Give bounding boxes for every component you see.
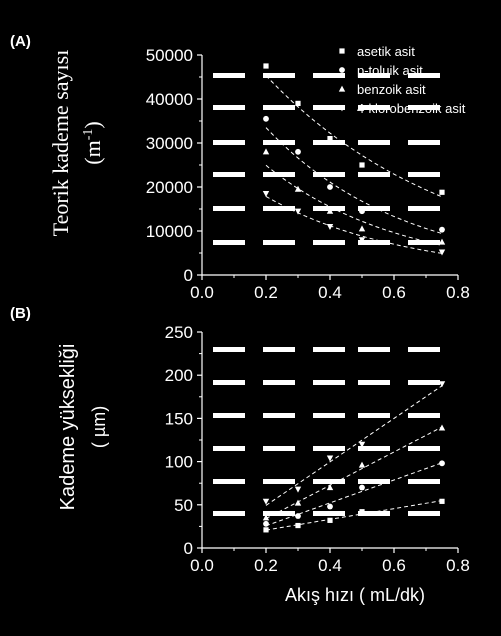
pB-band-dash (213, 347, 245, 352)
pA-band-dash (213, 105, 245, 110)
pA-band-dash (263, 172, 295, 177)
pB-band-dash (408, 479, 440, 484)
pB-fit-line-2 (266, 427, 442, 519)
pB-data-point (439, 460, 445, 466)
pB-x-tick-label: 0.8 (446, 556, 470, 575)
pA-y-tick-label: 30000 (145, 134, 193, 153)
pB-band-dash (263, 347, 295, 352)
pA-band-dash (358, 172, 390, 177)
pB-y-tick-label: 250 (164, 323, 193, 342)
pB-fit-line-3 (266, 386, 442, 506)
pA-band-dash (313, 240, 345, 245)
panel-a-legend (339, 44, 466, 116)
pB-band-dash (313, 413, 345, 418)
legend-entry: asetik asit (357, 44, 415, 59)
legend-entry: benzoik asit (357, 82, 426, 97)
legend-entry: 4-klorobenzoik asit (357, 101, 466, 116)
pA-data-point (439, 190, 444, 195)
pB-band-dash (213, 446, 245, 451)
legend-marker (339, 67, 345, 73)
pB-band-dash (408, 380, 440, 385)
pB-x-tick-label: 0.0 (190, 556, 214, 575)
pA-band-dash (408, 206, 440, 211)
pB-band-dash (263, 446, 295, 451)
panel-a (10, 33, 470, 302)
pA-data-point (327, 136, 332, 141)
pA-band-dash (213, 172, 245, 177)
pB-y-tick-label: 150 (164, 409, 193, 429)
pB-band-dash (313, 380, 345, 385)
pA-band-dash (213, 73, 245, 78)
pB-data-point (327, 504, 333, 510)
legend-marker (339, 86, 345, 92)
panel-b-x-axis-title: Akış hızı ( mL/dk) (284, 585, 426, 605)
pA-band-dash (313, 172, 345, 177)
pA-band-dash (213, 140, 245, 145)
pB-band-dash (313, 511, 345, 516)
pB-band-dash (408, 347, 440, 352)
pA-data-point (359, 162, 364, 167)
legend-marker (339, 48, 344, 53)
pA-band-dash (358, 140, 390, 145)
panel-b-data-points (263, 381, 445, 532)
pB-y-tick-label: 50 (174, 495, 193, 515)
panel-b-band-overlay (213, 347, 440, 516)
pB-band-dash (213, 413, 245, 418)
pB-band-dash (263, 479, 295, 484)
pB-band-dash (213, 380, 245, 385)
pB-band-dash (313, 479, 345, 484)
pB-data-point (439, 499, 444, 504)
pA-band-dash (408, 172, 440, 177)
pA-data-point (263, 63, 268, 68)
pB-x-tick-label: 0.4 (318, 556, 342, 575)
pA-data-point (263, 116, 269, 122)
pB-band-dash (358, 413, 390, 418)
pA-band-dash (408, 140, 440, 145)
legend-entry: p-toluik asit (357, 63, 423, 78)
pB-data-point (359, 462, 365, 468)
pB-band-dash (313, 347, 345, 352)
pA-band-dash (213, 206, 245, 211)
pA-data-point (359, 225, 365, 231)
pB-x-tick-label: 0.2 (254, 556, 278, 575)
pB-band-dash (408, 446, 440, 451)
pB-band-dash (213, 479, 245, 484)
pA-data-point (327, 184, 333, 190)
pA-data-point (295, 149, 301, 155)
pA-x-tick-label: 0.8 (446, 283, 470, 302)
pB-data-point (295, 513, 301, 519)
pA-band-dash (213, 240, 245, 245)
pB-data-point (295, 523, 300, 528)
pB-y-tick-label: 100 (164, 452, 193, 472)
panel-b (10, 305, 470, 605)
pB-data-point (359, 509, 364, 514)
pA-data-point (439, 227, 445, 233)
pA-y-tick-label: 50000 (145, 46, 193, 65)
pB-band-dash (358, 380, 390, 385)
pA-y-tick-label: 20000 (145, 178, 193, 197)
pB-data-point (263, 521, 269, 527)
pB-data-point (263, 527, 268, 532)
panel-b-y-axis-unit: ( µm) (89, 405, 109, 449)
pB-band-dash (263, 413, 295, 418)
pA-band-dash (263, 240, 295, 245)
panel-a-y-axis-unit: $(m^{-1})$ (80, 121, 105, 165)
pB-data-point (327, 484, 333, 490)
panel-a-y-axis-label (48, 50, 105, 237)
pB-band-dash (358, 446, 390, 451)
pB-data-point (295, 487, 301, 493)
pB-band-dash (213, 511, 245, 516)
pA-data-point (439, 250, 445, 256)
panel-b-fit-lines (266, 386, 442, 530)
pA-x-tick-label: 0.0 (190, 283, 214, 302)
pA-x-tick-label: 0.4 (318, 283, 342, 302)
pA-band-dash (263, 206, 295, 211)
pA-band-dash (313, 73, 345, 78)
pA-y-tick-label: 40000 (145, 90, 193, 109)
pA-fit-line-2 (266, 165, 442, 245)
pB-band-dash (408, 413, 440, 418)
pA-data-point (295, 101, 300, 106)
pA-data-point (359, 208, 365, 214)
panel-a-label: (A) (10, 33, 31, 50)
pB-band-dash (358, 347, 390, 352)
panel-b-label: (B) (10, 305, 31, 322)
pA-band-dash (263, 140, 295, 145)
pA-x-tick-label: 0.6 (382, 283, 406, 302)
pA-data-point (263, 191, 269, 197)
pB-band-dash (313, 446, 345, 451)
pB-y-tick-label: 0 (183, 539, 193, 558)
pA-band-dash (263, 105, 295, 110)
pA-x-tick-label: 0.2 (254, 283, 278, 302)
pA-data-point (263, 148, 269, 154)
pB-data-point (327, 518, 332, 523)
pB-y-tick-label: 200 (164, 366, 193, 386)
pB-band-dash (263, 380, 295, 385)
pA-y-tick-label: 0 (183, 266, 193, 285)
panel-b-y-axis-title: Kademe yüksekliği (57, 343, 79, 511)
panel-a-band-overlay (213, 73, 440, 245)
pB-band-dash (408, 511, 440, 516)
panel-a-y-axis-title: Teorik kademe sayısı (48, 49, 73, 237)
pB-data-point (359, 485, 365, 491)
pB-data-point (439, 425, 445, 431)
pA-y-tick-label: 10000 (145, 222, 193, 241)
pB-x-tick-label: 0.6 (382, 556, 406, 575)
